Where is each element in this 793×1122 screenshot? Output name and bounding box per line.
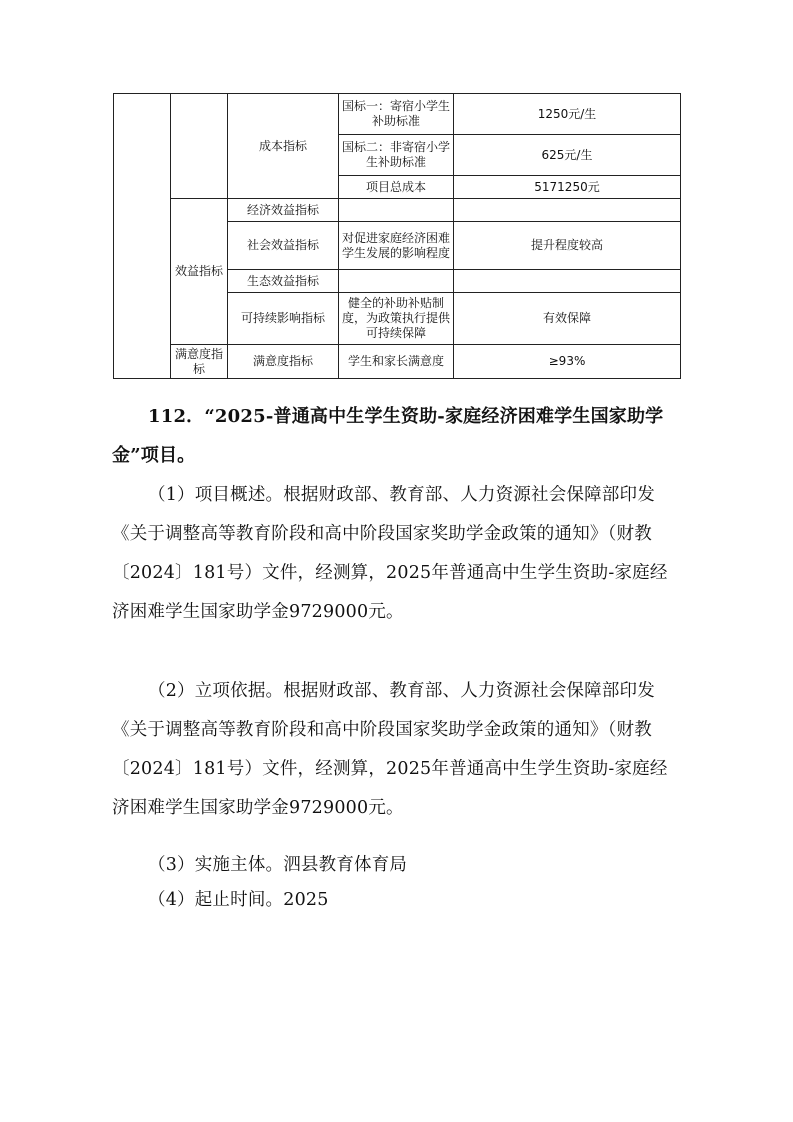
benefit-indicator-label: 效益指标 <box>171 199 228 345</box>
indicator-cell: 国标二：非寄宿小学生补助标准 <box>339 135 454 176</box>
indicator-cell: 对促进家庭经济困难学生发展的影响程度 <box>339 222 454 270</box>
indicator-cell <box>339 270 454 293</box>
benefit-type-label: 社会效益指标 <box>228 222 339 270</box>
satisfaction-type-label: 满意度指标 <box>228 345 339 379</box>
indicator-cell: 学生和家长满意度 <box>339 345 454 379</box>
value-cell: 有效保障 <box>454 293 681 345</box>
output-indicator-cell <box>171 94 228 199</box>
benefit-type-label: 可持续影响指标 <box>228 293 339 345</box>
cost-indicator-label: 成本指标 <box>228 94 339 199</box>
benefit-type-label: 经济效益指标 <box>228 199 339 222</box>
indicator-cell <box>339 199 454 222</box>
value-cell: 提升程度较高 <box>454 222 681 270</box>
paragraph-basis: （2）立项依据。根据财政部、教育部、人力资源社会保障部印发《关于调整高等教育阶段和高中阶段国家奖助学金政策的通知》（财教〔2024〕181号）文件，经测算，2025年普通高中生学生资助-家庭经济困难学生国家助学金9729000元。 <box>112 681 668 818</box>
paragraph-period: （4）起止时间。2025 <box>148 890 329 910</box>
section-heading: 112．“2025-普通高中生学生资助-家庭经济困难学生国家助学金”项目。 <box>112 406 664 466</box>
value-cell: ≥93% <box>454 345 681 379</box>
indicator-cell: 国标一：寄宿小学生补助标准 <box>339 94 454 135</box>
value-cell: 1250元/生 <box>454 94 681 135</box>
value-cell <box>454 199 681 222</box>
paragraph-overview: （1）项目概述。根据财政部、教育部、人力资源社会保障部印发《关于调整高等教育阶段和高中阶段国家奖助学金政策的通知》（财教〔2024〕181号）文件，经测算，2025年普通高中生学生资助-家庭经济困难学生国家助学金9729000元。 <box>112 485 668 622</box>
benefit-type-label: 生态效益指标 <box>228 270 339 293</box>
value-cell <box>454 270 681 293</box>
value-cell: 625元/生 <box>454 135 681 176</box>
value-cell: 5171250元 <box>454 176 681 199</box>
indicator-cell: 健全的补助补贴制度，为政策执行提供可持续保障 <box>339 293 454 345</box>
satisfaction-indicator-label: 满意度指标 <box>171 345 228 379</box>
performance-indicator-table <box>113 93 681 379</box>
paragraph-implementer: （3）实施主体。泗县教育体育局 <box>148 855 408 875</box>
indicator-cell: 项目总成本 <box>339 176 454 199</box>
category-cell <box>114 94 171 379</box>
